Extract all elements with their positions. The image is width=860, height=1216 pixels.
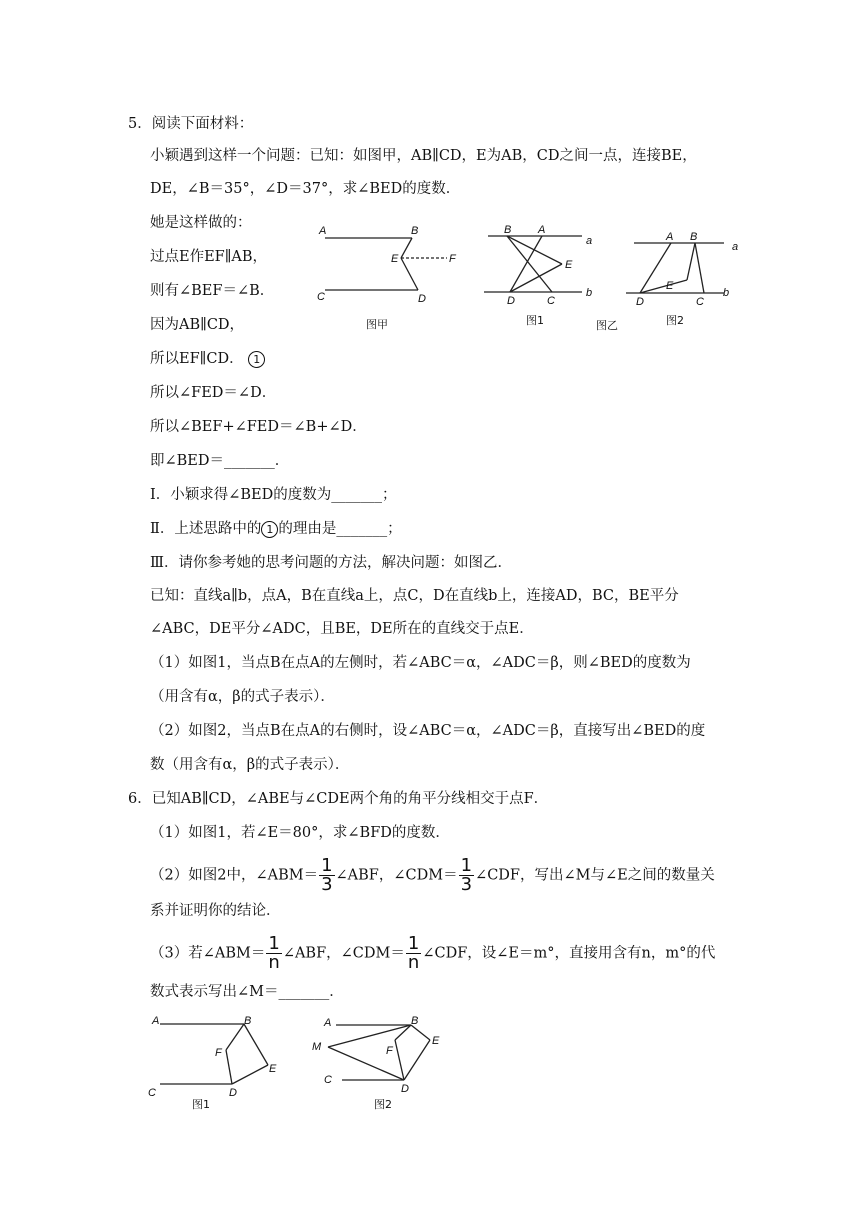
caption-yi-text: 图乙	[596, 319, 618, 332]
frac-num: 1	[268, 933, 280, 954]
label-a: a	[732, 241, 739, 253]
q6-part-2a: （2）如图2中，∠ABM＝	[150, 867, 319, 884]
q6-part-2b: ∠ABF，∠CDM＝	[335, 867, 458, 884]
q6-part-1: （1）如图1，若∠E＝80°，求∠BFD的度数．	[150, 825, 450, 841]
caption-jia: 图甲	[366, 318, 388, 331]
circled-one-marker: 1	[248, 351, 265, 368]
caption-q6-fig1: 图1	[192, 1098, 210, 1111]
fraction-one-third-a	[319, 857, 334, 894]
frac-den: 3	[321, 874, 333, 895]
q5-case-2a: （2）如图2，当点B在点A的右侧时，设∠ABC＝α，∠ADC＝β，直接写出∠BED的度	[150, 723, 706, 739]
q5-part-1: Ⅰ．小颖求得∠BED的度数为_______；	[150, 487, 397, 503]
q5-step-2: 则有∠BEF＝∠B．	[150, 283, 275, 299]
figure-q6-1	[146, 1010, 286, 1110]
q5-part-2b: 的理由是_______；	[278, 521, 402, 537]
label-E: E	[432, 1035, 440, 1047]
frac-num: 1	[321, 855, 333, 876]
label-C: C	[324, 1074, 332, 1086]
fraction-one-n-b	[406, 935, 421, 972]
q6-part-3d: 数式表示写出∠M＝_______．	[150, 984, 344, 1000]
q5-intro-line2: DE，∠B＝35°，∠D＝37°，求∠BED的度数．	[150, 181, 461, 197]
label-D: D	[418, 293, 426, 305]
q6-part-2-row	[150, 857, 715, 894]
label-C: C	[696, 296, 704, 308]
q5-step-3: 因为AB∥CD，	[150, 317, 245, 333]
label-E: E	[391, 253, 399, 265]
figure-q5-1	[482, 220, 602, 332]
fraction-one-n-a	[266, 935, 281, 972]
q5-step-4: 所以EF∥CD．	[150, 351, 244, 367]
q5-given-1: 已知：直线a∥b，点A，B在直线a上，点C，D在直线b上，连接AD，BC，BE平分	[150, 588, 679, 604]
frac-den: n	[268, 952, 280, 973]
label-D: D	[401, 1083, 409, 1095]
q5-step-4-row	[150, 349, 265, 369]
q5-step-7: 即∠BED＝_______．	[150, 453, 290, 469]
label-b: b	[723, 287, 730, 299]
label-B: B	[411, 225, 419, 237]
label-F: F	[215, 1047, 222, 1059]
q5-step-1: 过点E作EF∥AB，	[150, 249, 268, 265]
label-E: E	[269, 1063, 277, 1075]
q5-step-6: 所以∠BEF+∠FED＝∠B+∠D．	[150, 419, 367, 435]
q5-part-2-row	[150, 519, 402, 539]
label-A: A	[324, 1017, 332, 1029]
caption-fig1: 图1	[526, 314, 544, 327]
q5-part-2a: Ⅱ．上述思路中的	[150, 521, 262, 537]
q5-title: 5．阅读下面材料：	[128, 116, 254, 132]
label-B: B	[244, 1015, 252, 1027]
caption-fig2: 图2	[666, 314, 684, 327]
q5-case-1b: （用含有α，β的式子表示）．	[150, 689, 335, 705]
q6-title: 6．已知AB∥CD，∠ABE与∠CDE两个角的角平分线相交于点F．	[128, 791, 549, 807]
q6-part-2d: 系并证明你的结论．	[150, 903, 281, 919]
circled-one-ref: 1	[261, 521, 278, 538]
label-C: C	[317, 291, 325, 303]
label-D: D	[507, 295, 515, 307]
label-D: D	[636, 296, 644, 308]
label-D: D	[229, 1087, 237, 1099]
fraction-one-third-b	[459, 857, 474, 894]
label-E: E	[565, 259, 573, 271]
q5-intro-line1: 小颖遇到这样一个问题：已知：如图甲，AB∥CD，E为AB，CD之间一点，连接BE，	[150, 148, 697, 164]
label-F: F	[386, 1045, 393, 1057]
q5-case-1a: （1）如图1，当点B在点A的左侧时，若∠ABC＝α，∠ADC＝β，则∠BED的度数为	[150, 655, 691, 671]
label-F: F	[449, 253, 456, 265]
label-M: M	[312, 1041, 322, 1053]
q6-part-2c: ∠CDF，写出∠M与∠E之间的数量关	[475, 867, 715, 884]
q6-part-3-row	[150, 935, 715, 972]
frac-den: n	[407, 952, 420, 973]
label-a: a	[586, 235, 593, 247]
q6-part-3b: ∠ABF，∠CDM＝	[282, 945, 405, 962]
q6-part-3a: （3）若∠ABM＝	[150, 945, 266, 962]
frac-den: 3	[460, 874, 473, 895]
label-A: A	[666, 231, 674, 243]
label-A: A	[538, 224, 546, 236]
label-E: E	[666, 280, 674, 292]
figure-jia	[315, 220, 475, 332]
q6-part-3c: ∠CDF，设∠E＝m°，直接用含有n，m°的代	[422, 945, 716, 962]
label-B: B	[690, 231, 698, 243]
label-C: C	[547, 295, 555, 307]
figure-q5-2	[624, 226, 754, 338]
q5-step-0: 她是这样做的：	[150, 215, 252, 231]
frac-num: 1	[460, 855, 473, 876]
label-b: b	[586, 287, 593, 299]
caption-q6-fig2: 图2	[374, 1098, 392, 1111]
figure-q6-2	[308, 1010, 448, 1110]
frac-num: 1	[407, 933, 420, 954]
q5-given-2: ∠ABC，DE平分∠ADC，且BE，DE所在的直线交于点E．	[150, 621, 534, 637]
label-A: A	[319, 225, 327, 237]
q5-step-5: 所以∠FED＝∠D．	[150, 385, 277, 401]
q5-part-3: Ⅲ．请你参考她的思考问题的方法，解决问题：如图乙．	[150, 555, 512, 571]
q5-case-2b: 数（用含有α，β的式子表示）．	[150, 757, 350, 773]
label-B: B	[504, 224, 512, 236]
label-B: B	[411, 1015, 419, 1027]
label-A: A	[152, 1015, 160, 1027]
label-C: C	[148, 1087, 156, 1099]
